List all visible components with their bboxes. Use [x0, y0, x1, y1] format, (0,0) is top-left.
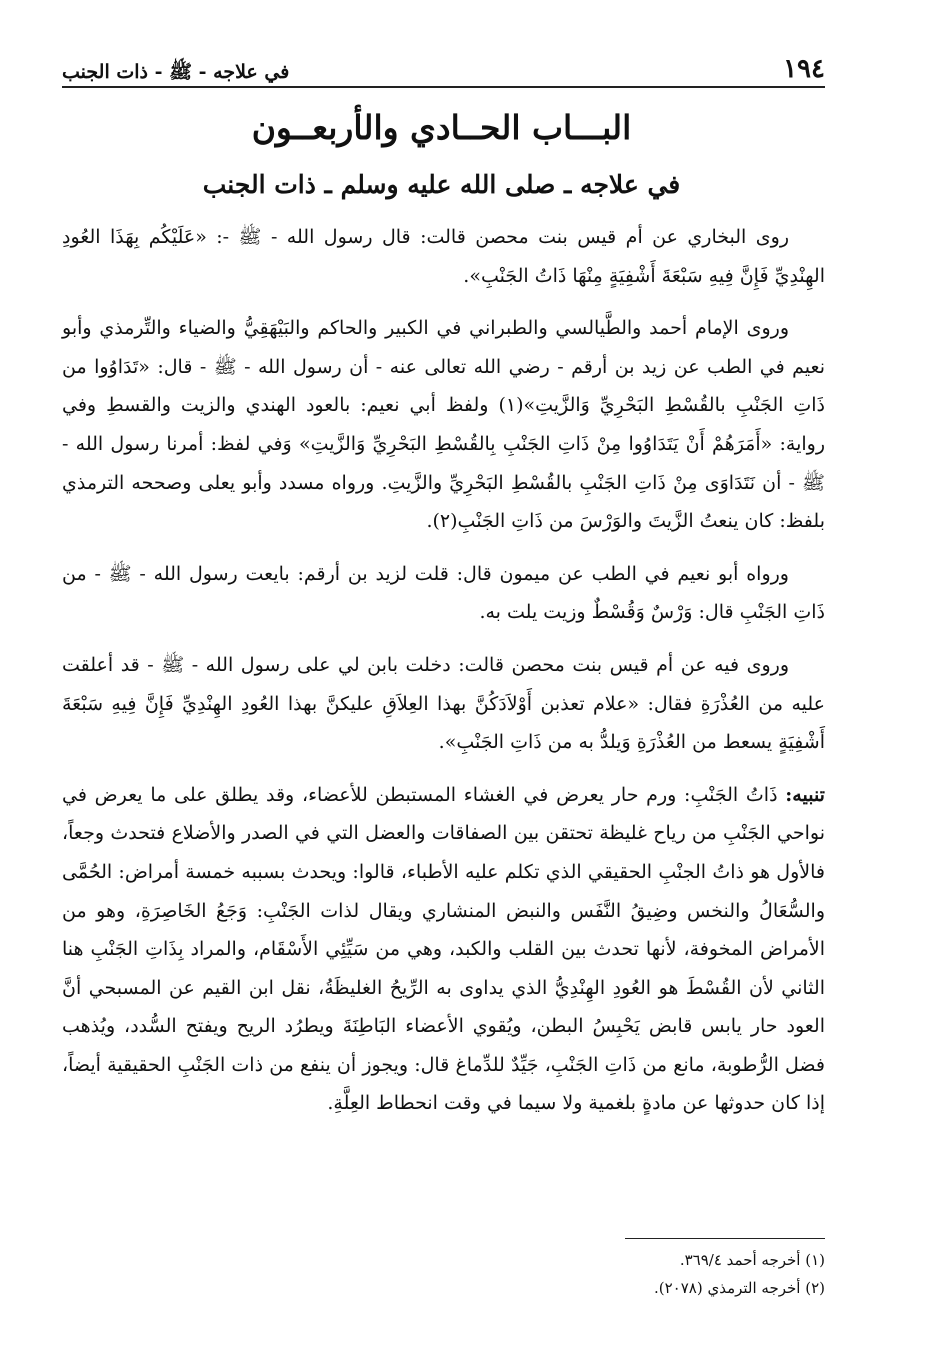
- note-paragraph: [62, 776, 825, 1123]
- paragraph-2: وروى الإمام أحمد والطَّيالسي والطبراني في الكبير والحاكم والبَيْهَقِيُّ والضياء والتِّرمذي وأبو نعيم في الطب عن زيد بن أرقم - رضي الله تعالى عنه - أن رسول الله - ﷺ - قال: «تَدَاوُوا من ذَاتِ الجَنْبِ بالقُسْطِ البَحْرِيِّ وَالزَّيتِ»(١) ولفظ أبي نعيم: بالعود الهندي والزيت والقسطِ وفي رواية: «أَمَرَهُمْ أَنْ يَتَدَاوُوا مِنْ ذَاتِ الجَنْبِ بِالقُسْطِ البَحْرِيِّ وَالزَّيتِ» وَفي لفظ: أمرنا رسول الله - ﷺ - أن نَتَدَاوَى مِنْ ذَاتِ الجَنْبِ بالقُسْطِ البَحْرِيِّ والزَّيتِ. ورواه مسدد وأبو يعلى وصححه الترمذي بلفظ: كان ينعتُ الزَّيتَ والوَرْسَ من ذَاتِ الجَنْبِ(٢).: [62, 317, 826, 533]
- footnotes: [62, 1246, 825, 1302]
- footnote-2: (٢) أخرجه الترمذي (٢٠٧٨).: [653, 1279, 825, 1297]
- paragraph-4: وروى فيه عن أم قيس بنت محصن قالت: دخلت بابن لي على رسول الله - ﷺ - قد أعلقت عليه من العُذْرَةِ فقال: «علام تعذبن أَوْلاَدَكُنَّ بهذا العِلاَقِ عليكنَّ بهذا العُودِ الهِنْدِيِّ فَإِنَّ فِيهِ سَبْعَةَ أَشْفِيَةٍ يسعط من العُذْرَةِ وَيلدُّ به من ذَاتِ الجَنْبِ».: [62, 653, 825, 754]
- chapter-title: البـــاب الحــادي والأربعــون: [251, 108, 632, 147]
- body-text: [62, 218, 825, 1137]
- running-title: في علاجه - ﷺ - ذات الجنب: [62, 61, 290, 83]
- footnote-1: (١) أخرجه أحمد ٣٦٩/٤.: [679, 1251, 825, 1269]
- footnote-divider: [625, 1238, 825, 1239]
- chapter-subtitle: في علاجه ـ صلى الله عليه وسلم ـ ذات الجنب: [202, 170, 681, 199]
- running-head: [62, 50, 825, 88]
- paragraph-3: ورواه أبو نعيم في الطب عن ميمون قال: قلت لزيد بن أرقم: بايعت رسول الله - ﷺ - من ذَاتِ الجَنْبِ قال: وَرْسٌ وَقُسْطٌ وزيت يلت به.: [62, 562, 825, 624]
- note-text: ذَاتُ الجَنْبِ: ورم حار يعرض في الغشاء المستبطن للأعضاء، وقد يطلق على ما يعرض في نواحي الجَنْبِ من رياح غليظة تحتقن بين الصفاقات والعضل التي في الصدر والأضلاع فتحدث وجعاً، فالأول هو ذاتُ الجنْبِ الحقيقي الذي تكلم عليه الأطباء، قالوا: ويحدث بسببه خمسة أمراض: الحُمَّى والسُّعَالُ والنخس وضِيقُ النَّفَس والنبض المنشاري ويقال لذات الجَنْبِ: وَجَعُ الخَاصِرَةِ، وهو من الأمراض المخوفة، لأنها تحدث بين القلب والكبد، وهي من سَيِّئِي الأَسْقَام، والمراد بِذَاتِ الجَنْبِ هنا الثاني لأن القُسْطَ هو العُودِ الهِنْدِيُّ الذي يداوى به الرِّيحُ الغليظَةُ، نقل ابن القيم عن المسبحي أنَّ العود حار يابس قابض يَحْبِسُ البطن، ويُقوي الأعضاء البَاطِنَةَ ويطرُد الريح ويفتح السُّدد، ويُذهب فضل الرُّطوبة، مانع من ذَاتِ الجَنْبِ، جَيِّدٌ للدِّماغ قال: ويجوز أن ينفع من ذات الجَنْبِ الحقيقية أيضاً، إذا كان حدوثها عن مادةٍ بلغمية ولا سيما في وقت انحطاط العِلَّةِ.: [62, 783, 825, 1115]
- note-label: تنبيه:: [785, 783, 825, 806]
- paragraph-1: روى البخاري عن أم قيس بنت محصن قالت: قال رسول الله - ﷺ -: «عَلَيْكُم بِهَذَا العُودِ الهِنْدِيِّ فَإِنَّ فِيهِ سَبْعَةَ أَشْفِيَةٍ مِنْهَا ذَاتُ الجَنْبِ».: [62, 226, 825, 287]
- page-number: ١٩٤: [783, 54, 825, 84]
